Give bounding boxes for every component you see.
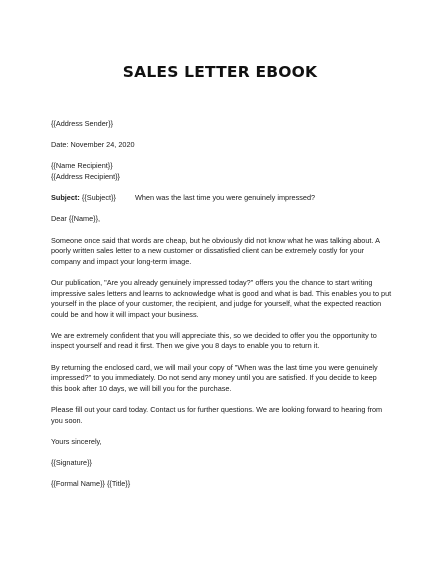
recipient-address: {{Address Recipient}} bbox=[51, 171, 120, 181]
paragraph-1 bbox=[51, 236, 391, 268]
paragraph-line: Our publication, "Are you already genuinely impressed today?" offers you the chance to start writing bbox=[51, 277, 373, 287]
paragraph-line: poorly written sales letter to a new customer or dissatisfied client can be extremely costly for your bbox=[51, 246, 365, 256]
paragraph-line: yourself in the place of your customer, the recipient, and judge for yourself, what the expected reaction bbox=[51, 299, 382, 309]
recipient-name: {{Name Recipient}} bbox=[51, 161, 113, 171]
paragraph-line: company and impact your long-term image. bbox=[51, 256, 192, 266]
recipient-block bbox=[51, 161, 391, 182]
letter-date: Date: November 24, 2020 bbox=[51, 140, 135, 150]
salutation: Dear {{Name}}, bbox=[51, 214, 101, 224]
paragraph-line: Someone once said that words are cheap, but he obviously did not know what he was talking about. A bbox=[51, 235, 380, 245]
paragraph-line: Please fill out your card today. Contact us for further questions. We are looking forward to hearing from bbox=[51, 405, 383, 415]
paragraph-line: We are extremely confident that you will appreciate this, so we decided to offer you the opportunity to bbox=[51, 330, 377, 340]
subject-line bbox=[51, 193, 391, 204]
document-title: SALES LETTER EBOOK bbox=[122, 63, 318, 81]
paragraph-line: inspect yourself and read it first. Then we give you 8 days to enable you to return it. bbox=[51, 341, 320, 351]
paragraph-line: impressive sales letters and learns to acknowledge what is good and what is bad. This enables you to put bbox=[51, 288, 392, 298]
signature-placeholder: {{Signature}} bbox=[51, 458, 92, 467]
subject-text: When was the last time you were genuinely impressed? bbox=[134, 193, 316, 203]
paragraph-line: impressed?" to you immediately. Do not send any money until you are satisfied. If you decide to keep bbox=[51, 373, 377, 383]
letter-body bbox=[51, 119, 391, 490]
subject-label: Subject: bbox=[51, 193, 80, 203]
formal-name-title: {{Formal Name}} {{Title}} bbox=[51, 479, 131, 489]
paragraph-line: By returning the enclosed card, we will mail your copy of "When was the last time you were genuinely bbox=[51, 362, 378, 372]
paragraph-line: could be and how it will impact your business. bbox=[51, 309, 199, 319]
subject-placeholder: {{Subject}} bbox=[81, 193, 116, 203]
paragraph-line: this book after 10 days, we will bill you for the purchase. bbox=[51, 383, 232, 393]
address-sender: {{Address Sender}} bbox=[51, 119, 114, 128]
closing: Yours sincerely, bbox=[51, 436, 102, 446]
paragraph-line: you soon. bbox=[51, 415, 83, 425]
paragraph-2 bbox=[51, 278, 391, 320]
paragraph-3 bbox=[51, 331, 391, 352]
paragraph-5 bbox=[51, 405, 391, 426]
paragraph-4 bbox=[51, 363, 391, 395]
